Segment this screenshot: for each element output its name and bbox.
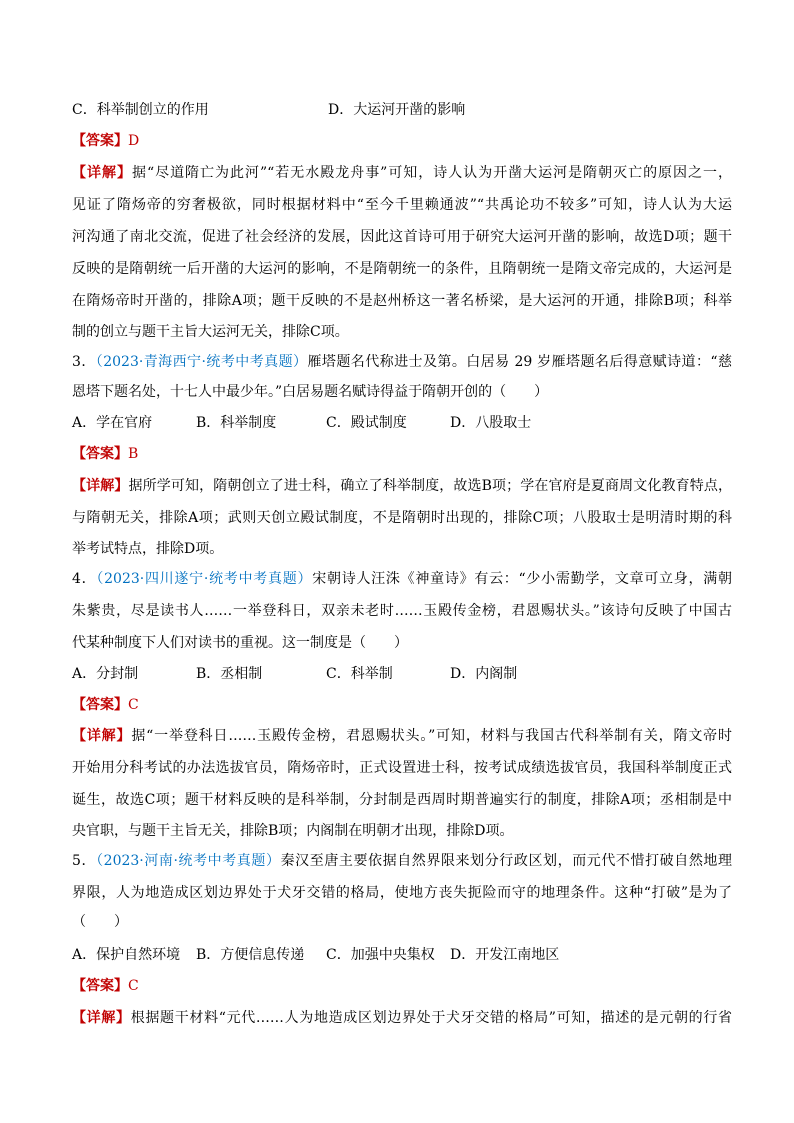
q4-stem-line-3: 代某种制度下人们对读书的重视。这一制度是（ ） [72, 635, 408, 651]
q5-option-b: B．方便信息传递 [196, 947, 305, 963]
q3-source: （2023·青海西宁·统考中考真题） [95, 354, 308, 370]
q5-answer: 【答案】C [72, 978, 139, 994]
q5-detail-line-1: 【详解】根据题干材料“元代……人为地造成区划边界处于犬牙交错的格局”可知，描述的是元朝的行省 [72, 1010, 733, 1026]
q3-stem-line-2: 恩塔下题名处，十七人中最少年。”白居易题名赋诗得益于隋朝开创的（ ） [72, 384, 549, 400]
q5-option-d: D．开发江南地区 [450, 947, 560, 963]
q5-answer-value: C [128, 978, 139, 994]
q4-detail-line-3: 诞生，故选C项；题干材料反映的是科举制，分封制是西周时期普遍实行的制度，排除A项；丞相制是中 [72, 792, 732, 808]
q3-detail-line-2: 与隋朝无关，排除A项；武则天创立殿试制度，不是隋朝时出现的，排除C项；八股取士是明清时期的科 [72, 510, 732, 526]
q5-stem-line-2: 界限，人为地造成区划边界处于犬牙交错的格局，使地方丧失扼险而守的地理条件。这种“打破”是为了 [72, 885, 732, 901]
q5-stem-line-3: （ ） [72, 914, 128, 930]
q5-number: 5． [72, 853, 97, 869]
q2-detail-line-3: 河沟通了南北交流，促进了社会经济的发展，因此这首诗可用于研究大运河开凿的影响，故选D项；题干 [72, 229, 732, 245]
q3-answer-value: B [128, 446, 139, 462]
q5-stem-line-1: 5．（2023·河南·统考中考真题）秦汉至唐主要依据自然界限来划分行政区划，而元代不惜打破自然地理 [72, 853, 732, 869]
q5-source: （2023·河南·统考中考真题） [96, 853, 281, 869]
q4-answer: 【答案】C [72, 697, 139, 713]
q4-detail-line-4: 央官职，与题干主旨无关，排除B项；内阁制在明朝才出现，排除D项。 [72, 823, 514, 839]
q4-stem-line-1: 4．（2023·四川遂宁·统考中考真题）宋朝诗人汪洙《神童诗》有云：“少小需勤学，文章可立身，满朝 [72, 571, 733, 587]
q2-answer: 【答案】D [72, 133, 140, 149]
q4-option-a: A．分封制 [72, 666, 139, 682]
q4-detail-line-2: 开始用分科考试的办法选拔官员，隋炀帝时，正式设置进士科，按考试成绩选拔官员，我国科举制度正式 [72, 760, 732, 776]
q2-detail-line-6: 制的创立与题干主旨大运河无关，排除C项。 [72, 324, 349, 340]
q2-detail-line-4: 反映的是隋朝统一后开凿的大运河的影响，不是隋朝统一的条件，且隋朝统一是隋文帝完成的，大运河是 [72, 261, 732, 277]
q3-answer: 【答案】B [72, 446, 139, 462]
q3-option-b: B．科举制度 [196, 415, 277, 431]
q2-detail-line-5: 在隋炀帝时开凿的，排除A项；题干反映的不是赵州桥这一著名桥梁，是大运河的开通，排除B项；科举 [72, 293, 732, 309]
q3-option-d: D．八股取士 [450, 415, 532, 431]
q5-option-a: A．保护自然环境 [72, 947, 181, 963]
q3-stem-line-1: 3．（2023·青海西宁·统考中考真题）雁塔题名代称进士及第。白居易 29 岁雁塔题名后得意赋诗道：“慈 [72, 354, 733, 370]
q4-option-b: B．丞相制 [196, 666, 263, 682]
q4-answer-value: C [128, 697, 139, 713]
q2-detail-line-1: 【详解】据“尽道隋亡为此河”“若无水殿龙舟事”可知，诗人认为开凿大运河是隋朝灭亡的原因之一， [72, 165, 732, 181]
q4-option-d: D．内阁制 [450, 666, 518, 682]
q4-source: （2023·四川遂宁·统考中考真题） [96, 571, 313, 587]
q3-detail-line-1: 【详解】据所学可知，隋朝创立了进士科，确立了科举制度，故选B项；学在官府是夏商周文化教育特点， [72, 478, 732, 494]
q2-answer-value: D [128, 133, 140, 149]
q3-option-a: A．学在官府 [72, 415, 153, 431]
q4-option-c: C．科举制 [326, 666, 393, 682]
q2-option-d: D．大运河开凿的影响 [328, 102, 466, 118]
q3-number: 3． [72, 354, 96, 370]
q2-option-c: C．科举制创立的作用 [72, 102, 209, 118]
q4-number: 4． [72, 571, 97, 587]
q3-detail-line-3: 举考试特点，排除D项。 [72, 541, 224, 557]
q3-option-c: C．殿试制度 [326, 415, 407, 431]
q4-stem-line-2: 朱紫贵，尽是读书人……一举登科日，双亲未老时……玉殿传金榜，君恩赐状头。”该诗句反映了中国古 [72, 603, 732, 619]
q4-detail-line-1: 【详解】据“一举登科日……玉殿传金榜，君恩赐状头。”可知，材料与我国古代科举制有关，隋文帝时 [72, 728, 733, 744]
q5-option-c: C．加强中央集权 [326, 947, 435, 963]
q2-detail-line-2: 见证了隋炀帝的穷奢极欲，同时根据材料中“至今千里赖通波”“共禹论功不较多”可知，诗人认为大运 [72, 197, 732, 213]
